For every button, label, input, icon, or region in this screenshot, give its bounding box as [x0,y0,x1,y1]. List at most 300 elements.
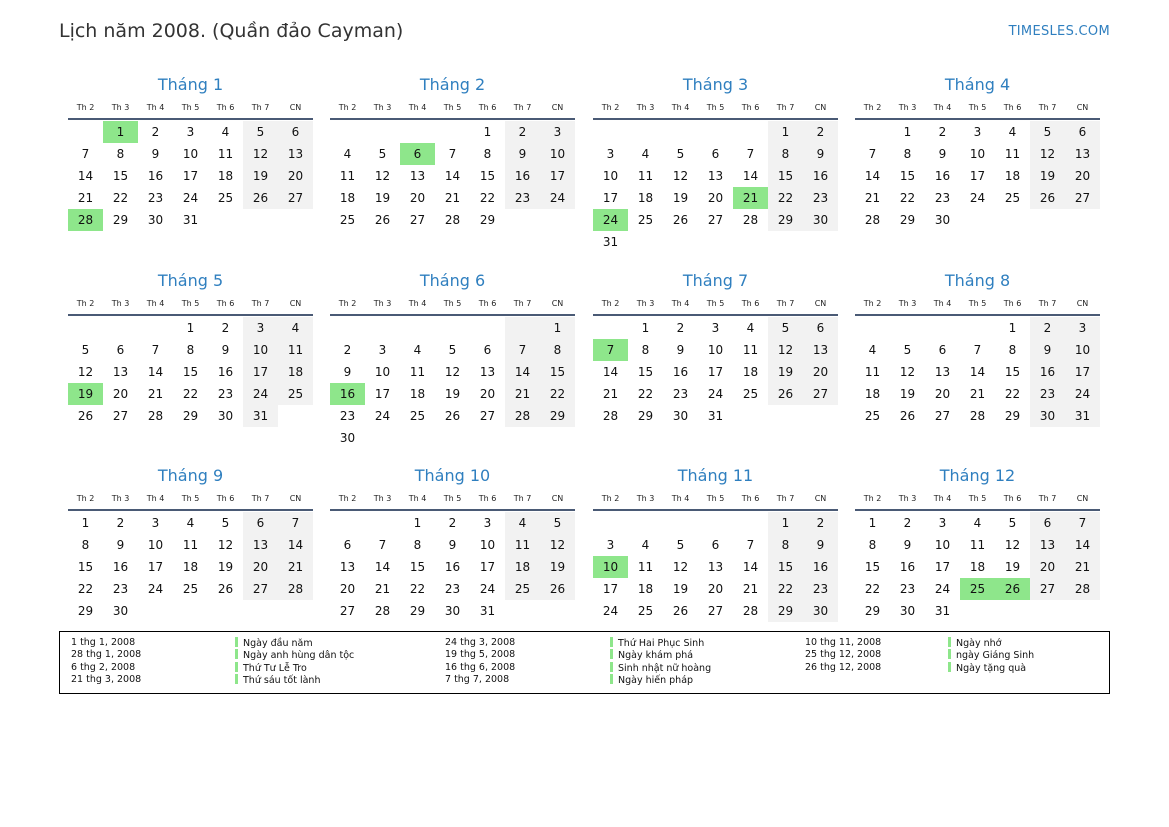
day-cell[interactable]: 22 [112,191,129,205]
day-cell[interactable]: 27 [1030,578,1065,600]
day-cell[interactable]: 13 [707,560,724,574]
day-cell[interactable]: 25 [182,582,199,596]
day-cell[interactable]: 2 [116,516,125,530]
day-cell[interactable]: 30 [1030,405,1065,427]
day-cell[interactable]: 12 [540,534,575,556]
day-cell[interactable]: 14 [1065,534,1100,556]
day-cell[interactable]: 10 [1065,339,1100,361]
day-cell[interactable]: 13 [1065,143,1100,165]
day-cell[interactable]: 28 [969,409,986,423]
day-cell[interactable]: 1 [186,321,195,335]
day-cell[interactable]: 29 [899,213,916,227]
day-cell[interactable]: 22 [479,191,496,205]
day-cell[interactable]: 29 [479,213,496,227]
day-cell[interactable]: 28 [742,213,759,227]
day-cell[interactable]: 29 [540,405,575,427]
day-cell[interactable]: 12 [768,339,803,361]
day-cell[interactable]: 24 [182,191,199,205]
day-cell[interactable]: 27 [112,409,129,423]
day-cell[interactable]: 20 [243,556,278,578]
day-cell[interactable]: 29 [112,213,129,227]
day-cell[interactable]: 3 [606,538,615,552]
day-cell[interactable]: 29 [182,409,199,423]
day-cell[interactable]: 3 [186,125,195,139]
day-cell[interactable]: 8 [116,147,125,161]
day-cell[interactable]: 13 [112,365,129,379]
day-cell[interactable]: 23 [112,582,129,596]
day-cell[interactable]: 29 [637,409,654,423]
day-cell[interactable]: 31 [602,235,619,249]
day-cell[interactable]: 14 [444,169,461,183]
day-cell[interactable]: 8 [81,538,90,552]
day-cell[interactable]: 14 [864,169,881,183]
day-cell[interactable]: 5 [903,343,912,357]
day-cell[interactable]: 21 [864,191,881,205]
day-cell[interactable]: 30 [217,409,234,423]
day-cell[interactable]: 11 [505,534,540,556]
day-cell[interactable]: 26 [217,582,234,596]
day-cell[interactable]: 4 [973,516,982,530]
day-cell[interactable]: 27 [1065,187,1100,209]
day-cell[interactable]: 19 [1030,165,1065,187]
brand-link[interactable]: TIMESLES.COM [1008,24,1110,39]
day-cell[interactable]: 28 [68,209,103,231]
day-cell[interactable]: 22 [1004,387,1021,401]
day-cell[interactable]: 21 [77,191,94,205]
day-cell[interactable]: 3 [378,343,387,357]
day-cell[interactable]: 2 [505,121,540,143]
day-cell[interactable]: 6 [243,512,278,534]
day-cell[interactable]: 8 [868,538,877,552]
day-cell[interactable]: 16 [803,165,838,187]
day-cell[interactable]: 12 [672,560,689,574]
day-cell[interactable]: 14 [742,169,759,183]
day-cell[interactable]: 3 [711,321,720,335]
day-cell[interactable]: 6 [711,147,720,161]
day-cell[interactable]: 14 [969,365,986,379]
day-cell[interactable]: 17 [243,361,278,383]
day-cell[interactable]: 1 [81,516,90,530]
day-cell[interactable]: 11 [339,169,356,183]
day-cell[interactable]: 29 [409,604,426,618]
day-cell[interactable]: 2 [448,516,457,530]
day-cell[interactable]: 3 [540,121,575,143]
day-cell[interactable]: 7 [81,147,90,161]
day-cell[interactable]: 23 [444,582,461,596]
day-cell[interactable]: 6 [343,538,352,552]
day-cell[interactable]: 7 [1065,512,1100,534]
day-cell[interactable]: 10 [147,538,164,552]
day-cell[interactable]: 14 [278,534,313,556]
day-cell[interactable]: 15 [1004,365,1021,379]
day-cell[interactable]: 9 [676,343,685,357]
day-cell[interactable]: 22 [864,582,881,596]
day-cell[interactable]: 24 [969,191,986,205]
day-cell[interactable]: 9 [116,538,125,552]
day-cell[interactable]: 20 [803,361,838,383]
day-cell[interactable]: 17 [182,169,199,183]
day-cell[interactable]: 25 [409,409,426,423]
day-cell[interactable]: 15 [409,560,426,574]
day-cell[interactable]: 13 [278,143,313,165]
day-cell[interactable]: 1 [903,125,912,139]
day-cell[interactable]: 31 [707,409,724,423]
day-cell[interactable]: 4 [505,512,540,534]
day-cell[interactable]: 11 [182,538,199,552]
day-cell[interactable]: 21 [1065,556,1100,578]
day-cell[interactable]: 8 [768,534,803,556]
day-cell[interactable]: 18 [637,191,654,205]
day-cell[interactable]: 30 [803,209,838,231]
day-cell[interactable]: 13 [803,339,838,361]
day-cell[interactable]: 20 [339,582,356,596]
day-cell[interactable]: 17 [479,560,496,574]
day-cell[interactable]: 6 [400,143,435,165]
day-cell[interactable]: 3 [483,516,492,530]
day-cell[interactable]: 5 [768,317,803,339]
day-cell[interactable]: 7 [593,339,628,361]
day-cell[interactable]: 12 [899,365,916,379]
day-cell[interactable]: 19 [217,560,234,574]
day-cell[interactable]: 8 [186,343,195,357]
day-cell[interactable]: 24 [540,187,575,209]
day-cell[interactable]: 22 [409,582,426,596]
day-cell[interactable]: 28 [602,409,619,423]
day-cell[interactable]: 3 [938,516,947,530]
day-cell[interactable]: 27 [479,409,496,423]
day-cell[interactable]: 10 [540,143,575,165]
day-cell[interactable]: 19 [444,387,461,401]
day-cell[interactable]: 23 [899,582,916,596]
day-cell[interactable]: 21 [374,582,391,596]
day-cell[interactable]: 22 [637,387,654,401]
day-cell[interactable]: 24 [707,387,724,401]
day-cell[interactable]: 30 [899,604,916,618]
day-cell[interactable]: 21 [969,387,986,401]
day-cell[interactable]: 22 [768,187,803,209]
day-cell[interactable]: 26 [444,409,461,423]
day-cell[interactable]: 25 [1004,191,1021,205]
day-cell[interactable]: 15 [479,169,496,183]
day-cell[interactable]: 9 [1030,339,1065,361]
day-cell[interactable]: 31 [182,213,199,227]
day-cell[interactable]: 4 [641,538,650,552]
day-cell[interactable]: 20 [278,165,313,187]
day-cell[interactable]: 31 [934,604,951,618]
day-cell[interactable]: 14 [505,361,540,383]
day-cell[interactable]: 30 [444,604,461,618]
day-cell[interactable]: 7 [151,343,160,357]
day-cell[interactable]: 13 [479,365,496,379]
day-cell[interactable]: 19 [672,191,689,205]
day-cell[interactable]: 17 [602,582,619,596]
day-cell[interactable]: 19 [540,556,575,578]
day-cell[interactable]: 25 [505,578,540,600]
day-cell[interactable]: 29 [768,209,803,231]
day-cell[interactable]: 13 [339,560,356,574]
day-cell[interactable]: 5 [81,343,90,357]
day-cell[interactable]: 16 [147,169,164,183]
day-cell[interactable]: 19 [68,383,103,405]
day-cell[interactable]: 18 [278,361,313,383]
day-cell[interactable]: 11 [278,339,313,361]
day-cell[interactable]: 17 [540,165,575,187]
day-cell[interactable]: 1 [641,321,650,335]
day-cell[interactable]: 12 [374,169,391,183]
day-cell[interactable]: 12 [217,538,234,552]
day-cell[interactable]: 9 [803,534,838,556]
day-cell[interactable]: 17 [602,191,619,205]
day-cell[interactable]: 20 [1030,556,1065,578]
day-cell[interactable]: 6 [711,538,720,552]
day-cell[interactable]: 19 [1004,560,1021,574]
day-cell[interactable]: 2 [151,125,160,139]
day-cell[interactable]: 2 [676,321,685,335]
day-cell[interactable]: 13 [934,365,951,379]
day-cell[interactable]: 10 [969,147,986,161]
day-cell[interactable]: 23 [217,387,234,401]
day-cell[interactable]: 1 [103,121,138,143]
day-cell[interactable]: 4 [1008,125,1017,139]
day-cell[interactable]: 21 [742,582,759,596]
day-cell[interactable]: 18 [742,365,759,379]
day-cell[interactable]: 14 [374,560,391,574]
day-cell[interactable]: 26 [672,604,689,618]
day-cell[interactable]: 9 [343,365,352,379]
day-cell[interactable]: 1 [868,516,877,530]
day-cell[interactable]: 15 [182,365,199,379]
day-cell[interactable]: 7 [973,343,982,357]
day-cell[interactable]: 24 [479,582,496,596]
day-cell[interactable]: 7 [746,538,755,552]
day-cell[interactable]: 19 [899,387,916,401]
day-cell[interactable]: 17 [707,365,724,379]
day-cell[interactable]: 31 [243,405,278,427]
day-cell[interactable]: 27 [278,187,313,209]
day-cell[interactable]: 16 [672,365,689,379]
day-cell[interactable]: 11 [864,365,881,379]
day-cell[interactable]: 3 [606,147,615,161]
day-cell[interactable]: 27 [339,604,356,618]
day-cell[interactable]: 7 [746,147,755,161]
day-cell[interactable]: 26 [374,213,391,227]
day-cell[interactable]: 26 [768,383,803,405]
day-cell[interactable]: 15 [637,365,654,379]
day-cell[interactable]: 17 [934,560,951,574]
day-cell[interactable]: 18 [969,560,986,574]
day-cell[interactable]: 7 [868,147,877,161]
day-cell[interactable]: 14 [742,560,759,574]
day-cell[interactable]: 11 [637,169,654,183]
day-cell[interactable]: 16 [217,365,234,379]
day-cell[interactable]: 18 [1004,169,1021,183]
day-cell[interactable]: 3 [973,125,982,139]
day-cell[interactable]: 5 [540,512,575,534]
day-cell[interactable]: 12 [243,143,278,165]
day-cell[interactable]: 10 [182,147,199,161]
day-cell[interactable]: 28 [1065,578,1100,600]
day-cell[interactable]: 8 [903,147,912,161]
day-cell[interactable]: 13 [409,169,426,183]
day-cell[interactable]: 20 [934,387,951,401]
day-cell[interactable]: 23 [803,578,838,600]
day-cell[interactable]: 25 [742,387,759,401]
day-cell[interactable]: 18 [409,387,426,401]
day-cell[interactable]: 4 [746,321,755,335]
day-cell[interactable]: 30 [112,604,129,618]
day-cell[interactable]: 10 [602,169,619,183]
day-cell[interactable]: 7 [378,538,387,552]
day-cell[interactable]: 14 [602,365,619,379]
day-cell[interactable]: 25 [637,604,654,618]
day-cell[interactable]: 9 [505,143,540,165]
day-cell[interactable]: 28 [505,405,540,427]
day-cell[interactable]: 23 [1030,383,1065,405]
day-cell[interactable]: 7 [278,512,313,534]
day-cell[interactable]: 24 [934,582,951,596]
day-cell[interactable]: 17 [1065,361,1100,383]
day-cell[interactable]: 21 [602,387,619,401]
day-cell[interactable]: 7 [505,339,540,361]
day-cell[interactable]: 21 [505,383,540,405]
day-cell[interactable]: 8 [1008,343,1017,357]
day-cell[interactable]: 8 [413,538,422,552]
day-cell[interactable]: 29 [768,600,803,622]
day-cell[interactable]: 8 [483,147,492,161]
day-cell[interactable]: 3 [151,516,160,530]
day-cell[interactable]: 13 [707,169,724,183]
day-cell[interactable]: 18 [182,560,199,574]
day-cell[interactable]: 28 [864,213,881,227]
day-cell[interactable]: 5 [1008,516,1017,530]
day-cell[interactable]: 28 [147,409,164,423]
day-cell[interactable]: 5 [378,147,387,161]
day-cell[interactable]: 21 [444,191,461,205]
day-cell[interactable]: 15 [768,556,803,578]
day-cell[interactable]: 16 [444,560,461,574]
day-cell[interactable]: 2 [221,321,230,335]
day-cell[interactable]: 11 [217,147,234,161]
day-cell[interactable]: 22 [182,387,199,401]
day-cell[interactable]: 27 [934,409,951,423]
day-cell[interactable]: 12 [1030,143,1065,165]
day-cell[interactable]: 6 [483,343,492,357]
day-cell[interactable]: 26 [995,578,1030,600]
day-cell[interactable]: 22 [899,191,916,205]
day-cell[interactable]: 10 [593,556,628,578]
day-cell[interactable]: 30 [147,213,164,227]
day-cell[interactable]: 1 [540,317,575,339]
day-cell[interactable]: 6 [278,121,313,143]
day-cell[interactable]: 21 [733,187,768,209]
day-cell[interactable]: 5 [448,343,457,357]
day-cell[interactable]: 22 [768,578,803,600]
day-cell[interactable]: 29 [77,604,94,618]
day-cell[interactable]: 24 [602,604,619,618]
day-cell[interactable]: 20 [479,387,496,401]
day-cell[interactable]: 2 [343,343,352,357]
day-cell[interactable]: 16 [112,560,129,574]
day-cell[interactable]: 12 [77,365,94,379]
day-cell[interactable]: 9 [938,147,947,161]
day-cell[interactable]: 5 [243,121,278,143]
day-cell[interactable]: 28 [374,604,391,618]
day-cell[interactable]: 24 [374,409,391,423]
day-cell[interactable]: 15 [899,169,916,183]
day-cell[interactable]: 20 [112,387,129,401]
day-cell[interactable]: 5 [1030,121,1065,143]
day-cell[interactable]: 2 [903,516,912,530]
day-cell[interactable]: 18 [339,191,356,205]
day-cell[interactable]: 6 [803,317,838,339]
day-cell[interactable]: 25 [637,213,654,227]
day-cell[interactable]: 20 [1065,165,1100,187]
day-cell[interactable]: 17 [147,560,164,574]
day-cell[interactable]: 10 [707,343,724,357]
day-cell[interactable]: 28 [444,213,461,227]
day-cell[interactable]: 25 [217,191,234,205]
day-cell[interactable]: 25 [960,578,995,600]
day-cell[interactable]: 23 [934,191,951,205]
day-cell[interactable]: 3 [1065,317,1100,339]
day-cell[interactable]: 23 [672,387,689,401]
day-cell[interactable]: 31 [479,604,496,618]
day-cell[interactable]: 23 [505,187,540,209]
day-cell[interactable]: 26 [243,187,278,209]
day-cell[interactable]: 1 [768,512,803,534]
day-cell[interactable]: 30 [339,431,356,445]
day-cell[interactable]: 27 [243,578,278,600]
day-cell[interactable]: 16 [934,169,951,183]
day-cell[interactable]: 22 [77,582,94,596]
day-cell[interactable]: 19 [768,361,803,383]
day-cell[interactable]: 2 [803,512,838,534]
day-cell[interactable]: 24 [1065,383,1100,405]
day-cell[interactable]: 16 [505,165,540,187]
day-cell[interactable]: 30 [934,213,951,227]
day-cell[interactable]: 9 [803,143,838,165]
day-cell[interactable]: 24 [593,209,628,231]
day-cell[interactable]: 10 [374,365,391,379]
day-cell[interactable]: 29 [1004,409,1021,423]
day-cell[interactable]: 2 [938,125,947,139]
day-cell[interactable]: 28 [278,578,313,600]
day-cell[interactable]: 13 [243,534,278,556]
day-cell[interactable]: 10 [479,538,496,552]
day-cell[interactable]: 18 [864,387,881,401]
day-cell[interactable]: 20 [409,191,426,205]
day-cell[interactable]: 19 [243,165,278,187]
day-cell[interactable]: 28 [742,604,759,618]
day-cell[interactable]: 4 [186,516,195,530]
day-cell[interactable]: 7 [448,147,457,161]
day-cell[interactable]: 21 [147,387,164,401]
day-cell[interactable]: 26 [1030,187,1065,209]
day-cell[interactable]: 25 [278,383,313,405]
day-cell[interactable]: 6 [116,343,125,357]
day-cell[interactable]: 11 [742,343,759,357]
day-cell[interactable]: 26 [540,578,575,600]
day-cell[interactable]: 5 [676,147,685,161]
day-cell[interactable]: 15 [540,361,575,383]
day-cell[interactable]: 26 [899,409,916,423]
day-cell[interactable]: 11 [969,538,986,552]
day-cell[interactable]: 31 [1065,405,1100,427]
day-cell[interactable]: 18 [505,556,540,578]
day-cell[interactable]: 12 [444,365,461,379]
day-cell[interactable]: 8 [540,339,575,361]
day-cell[interactable]: 27 [803,383,838,405]
